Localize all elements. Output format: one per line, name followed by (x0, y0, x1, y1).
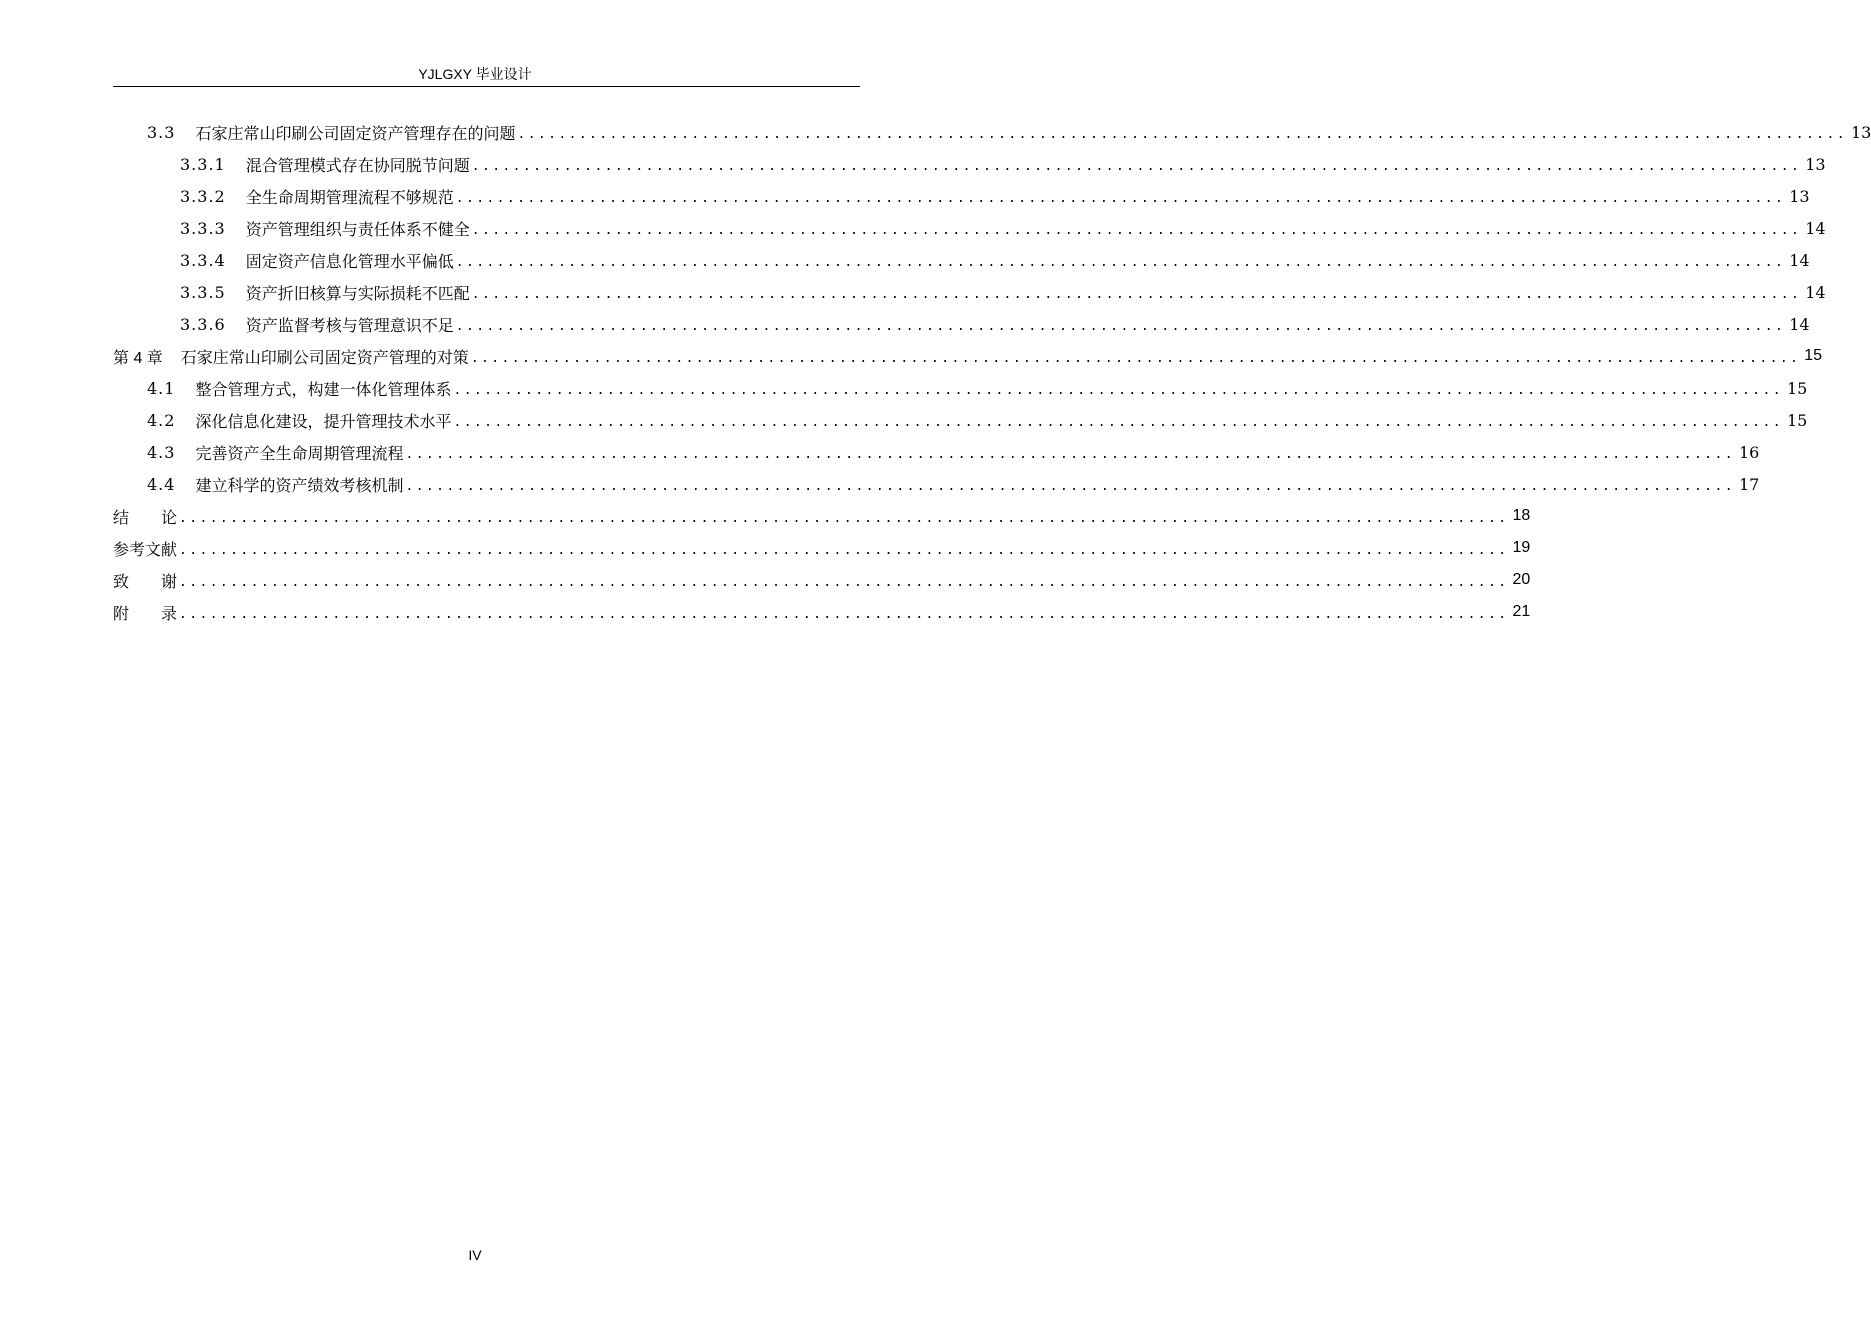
toc-entry-number: 第 4 章 (113, 349, 163, 367)
toc-entry-page: 18 (1512, 507, 1531, 524)
toc-entry-appendix[interactable] (113, 596, 1531, 628)
toc-leader-dots: .................................................................................................................................. (455, 318, 1786, 334)
toc-entry-page: 14 (1789, 250, 1810, 270)
toc-entry[interactable] (180, 212, 1826, 244)
toc-leader-dots: .................................................................................................................................. (471, 222, 1802, 238)
header-divider (113, 86, 860, 87)
toc-leader-dots: .................................................................................................................................. (405, 478, 1735, 494)
toc-leader-dots: .................................................................................................................................. (405, 446, 1735, 462)
toc-entry-page: 15 (1786, 378, 1808, 398)
toc-entry-page: 16 (1738, 442, 1760, 462)
toc-entry[interactable] (180, 180, 1810, 212)
toc-leader-dots: .................................................................................................................................. (455, 254, 1786, 270)
toc-entry-number: 4.4 (147, 474, 176, 494)
toc-entry-title: 资产折旧核算与实际损耗不匹配 (245, 283, 470, 303)
toc-entry[interactable] (180, 244, 1810, 276)
toc-entry-page: 13 (1805, 154, 1826, 174)
toc-entry[interactable] (147, 404, 1808, 436)
toc-entry-number: 3.3.5 (180, 282, 226, 302)
toc-entry-number: 3.3.3 (180, 218, 226, 238)
toc-leader-dots: .................................................................................................................................. (179, 606, 1509, 622)
toc-leader-dots: .................................................................................................................................. (179, 542, 1509, 558)
footer-page-number: IV (468, 1247, 482, 1263)
toc-entry[interactable] (147, 436, 1760, 468)
toc-entry-chapter[interactable] (113, 340, 1823, 372)
toc-entry-page: 13 (1789, 186, 1810, 206)
toc-entry-number: 3.3.1 (180, 154, 226, 174)
toc-entry-title: 完善资产全生命周期管理流程 (195, 443, 404, 463)
toc-entry-number: 4.2 (147, 410, 176, 430)
toc-entry-page: 13 (1850, 122, 1871, 142)
toc-leader-dots: .................................................................................................................................. (453, 382, 1783, 398)
toc-leader-dots: .................................................................................................................................. (453, 414, 1783, 430)
toc-entry-page: 15 (1804, 347, 1823, 364)
toc-entry[interactable] (147, 116, 1871, 148)
toc-entry-page: 20 (1512, 571, 1531, 588)
toc-entry-title: 固定资产信息化管理水平偏低 (245, 251, 454, 271)
toc-entry-number: 3.3 (147, 122, 176, 142)
toc-entry-title: 资产管理组织与责任体系不健全 (245, 219, 470, 239)
toc-entry-title: 附 录 (113, 605, 178, 623)
toc-entry-number: 4.1 (147, 378, 176, 398)
toc-entry-number: 4.3 (147, 442, 176, 462)
toc-entry[interactable] (180, 148, 1826, 180)
toc-leader-dots: .................................................................................................................................. (470, 350, 1801, 366)
toc-entry-number: 3.3.4 (180, 250, 226, 270)
toc-leader-dots: .................................................................................................................................. (471, 158, 1802, 174)
toc-entry-page: 19 (1512, 539, 1531, 556)
toc-entry-title: 混合管理模式存在协同脱节问题 (245, 155, 470, 175)
toc-entry-number: 3.3.2 (180, 186, 226, 206)
toc-entry[interactable] (147, 468, 1760, 500)
toc-entry-title: 石家庄常山印刷公司固定资产管理的对策 (180, 349, 469, 367)
running-header-title: YJLGXY 毕业设计 (418, 66, 532, 82)
toc-entry[interactable] (180, 276, 1826, 308)
toc-entry[interactable] (147, 372, 1808, 404)
toc-entry-references[interactable] (113, 532, 1531, 564)
toc-entry-number: 3.3.6 (180, 314, 226, 334)
toc-entry-acknowledgements[interactable] (113, 564, 1531, 596)
toc-entry[interactable] (180, 308, 1810, 340)
toc-entry-conclusion[interactable] (113, 500, 1531, 532)
toc-entry-title: 深化信息化建设，提升管理技术水平 (195, 411, 452, 431)
toc-leader-dots: .................................................................................................................................. (179, 510, 1509, 526)
toc-entry-title: 资产监督考核与管理意识不足 (245, 315, 454, 335)
toc-entry-page: 14 (1805, 218, 1826, 238)
toc-entry-page: 17 (1738, 474, 1760, 494)
toc-entry-title: 整合管理方式，构建一体化管理体系 (195, 379, 452, 399)
toc-leader-dots: .................................................................................................................................. (517, 126, 1847, 142)
toc-entry-page: 14 (1789, 314, 1810, 334)
toc-entry-title: 参考文献 (113, 541, 178, 559)
toc-entry-title: 建立科学的资产绩效考核机制 (195, 475, 404, 495)
toc-leader-dots: .................................................................................................................................. (455, 190, 1786, 206)
toc-leader-dots: .................................................................................................................................. (471, 286, 1802, 302)
toc-entry-page: 15 (1786, 410, 1808, 430)
toc-entry-title: 石家庄常山印刷公司固定资产管理存在的问题 (195, 123, 516, 143)
toc-entry-title: 结 论 (113, 509, 178, 527)
toc-entry-page: 21 (1512, 603, 1531, 620)
toc-entry-title: 致 谢 (113, 573, 178, 591)
toc-leader-dots: .................................................................................................................................. (179, 574, 1509, 590)
toc-entry-page: 14 (1805, 282, 1826, 302)
toc-entry-title: 全生命周期管理流程不够规范 (245, 187, 454, 207)
